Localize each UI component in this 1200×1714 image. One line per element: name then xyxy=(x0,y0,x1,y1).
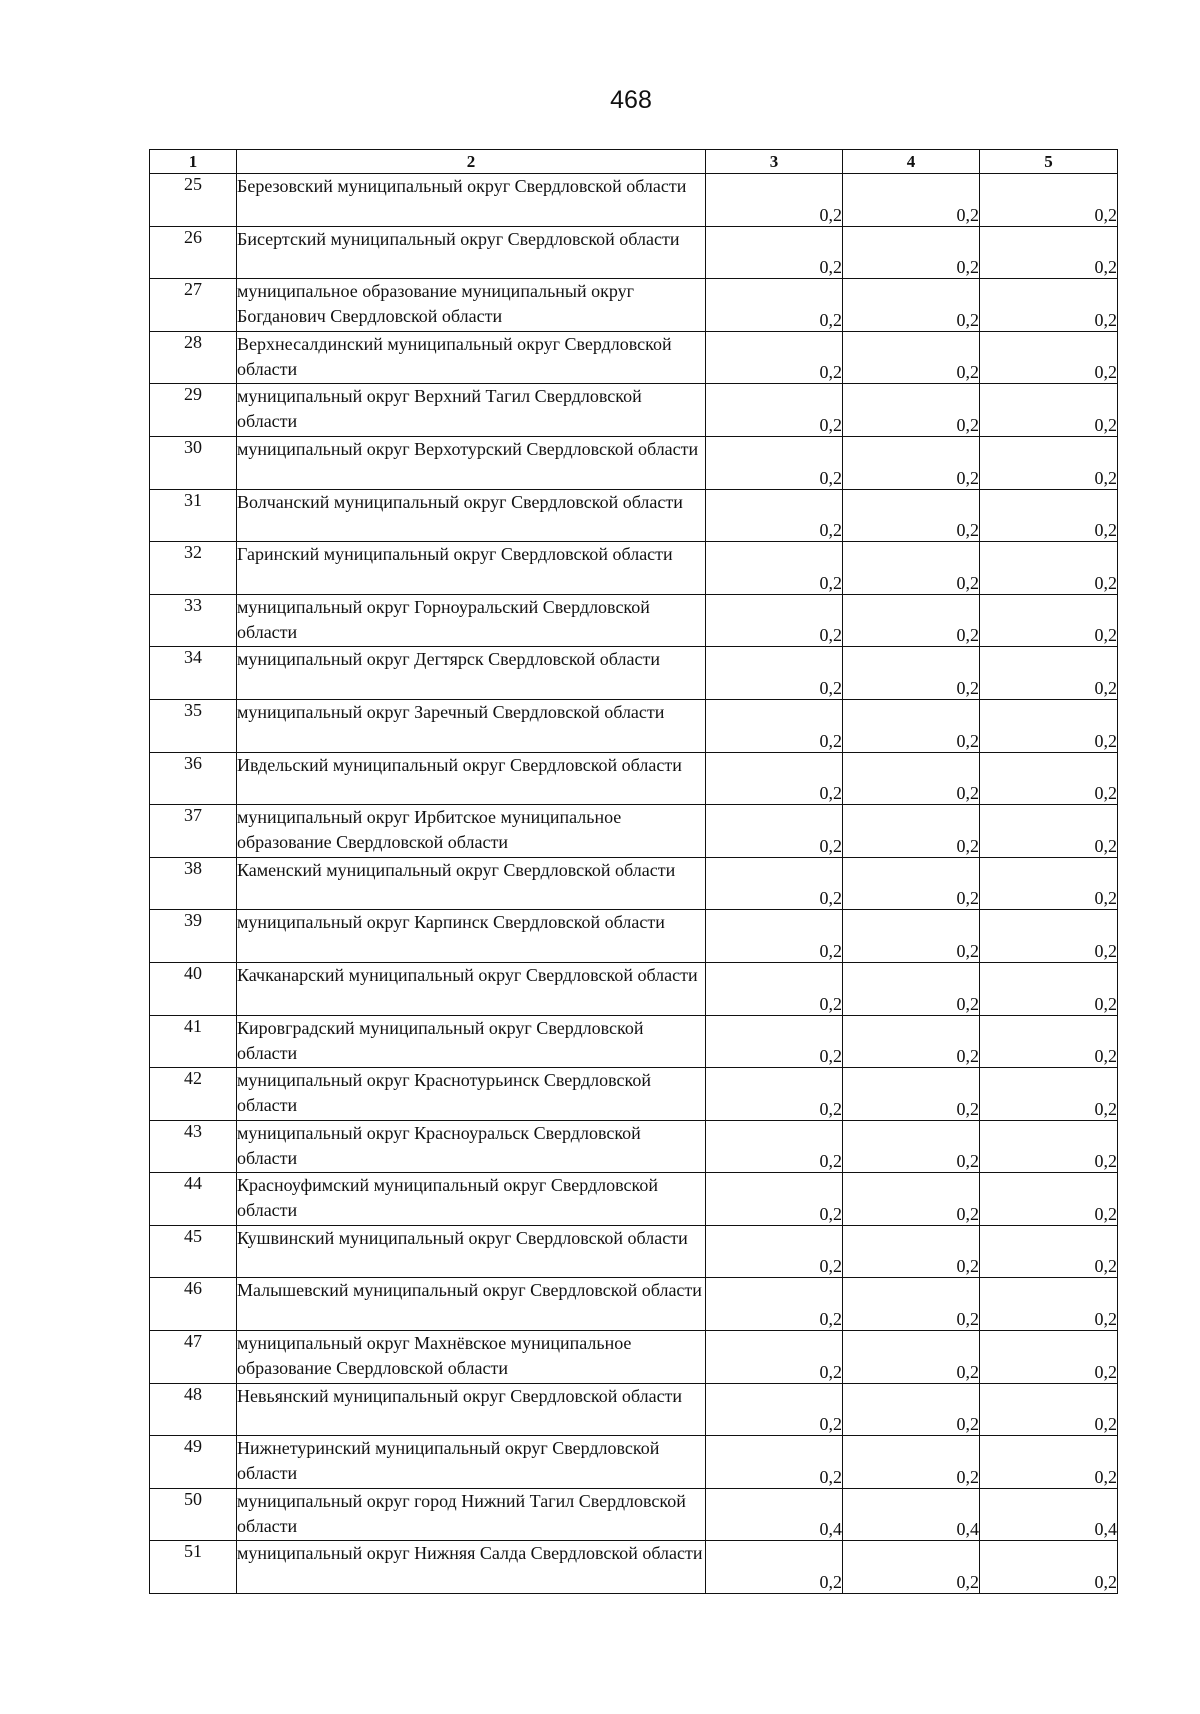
row-number-cell: 28 xyxy=(150,331,237,384)
value-cell-col5: 0,2 xyxy=(980,962,1118,1015)
row-number-cell: 30 xyxy=(150,436,237,489)
row-number-cell: 50 xyxy=(150,1488,237,1541)
value-cell-col4: 0,2 xyxy=(843,910,980,963)
value-cell-col3: 0,2 xyxy=(706,174,843,227)
municipality-name-cell: муниципальный округ город Нижний Тагил Свердловской области xyxy=(237,1488,706,1541)
municipality-name-cell: муниципальный округ Заречный Свердловской области xyxy=(237,699,706,752)
row-number-cell: 46 xyxy=(150,1278,237,1331)
value-cell-col3: 0,2 xyxy=(706,331,843,384)
value-cell-col4: 0,2 xyxy=(843,279,980,332)
value-cell-col4: 0,2 xyxy=(843,1541,980,1594)
header-row xyxy=(150,150,1118,174)
table-row xyxy=(150,384,1118,437)
column-header: 1 xyxy=(150,150,237,174)
table-row xyxy=(150,910,1118,963)
value-cell-col4: 0,2 xyxy=(843,174,980,227)
table-row xyxy=(150,647,1118,700)
municipality-name-cell: Качканарский муниципальный округ Свердловской области xyxy=(237,962,706,1015)
municipality-name-cell: Волчанский муниципальный округ Свердловской области xyxy=(237,489,706,542)
value-cell-col4: 0,2 xyxy=(843,384,980,437)
row-number-cell: 48 xyxy=(150,1383,237,1436)
value-cell-col4: 0,2 xyxy=(843,1173,980,1226)
value-cell-col3: 0,2 xyxy=(706,1541,843,1594)
row-number-cell: 39 xyxy=(150,910,237,963)
table-row xyxy=(150,962,1118,1015)
value-cell-col3: 0,2 xyxy=(706,1436,843,1489)
municipality-name-cell: муниципальный округ Верхний Тагил Свердловской области xyxy=(237,384,706,437)
value-cell-col5: 0,2 xyxy=(980,436,1118,489)
table-row xyxy=(150,1225,1118,1278)
table-row xyxy=(150,1488,1118,1541)
value-cell-col5: 0,2 xyxy=(980,542,1118,595)
row-number-cell: 31 xyxy=(150,489,237,542)
value-cell-col4: 0,2 xyxy=(843,647,980,700)
row-number-cell: 43 xyxy=(150,1120,237,1173)
value-cell-col5: 0,2 xyxy=(980,279,1118,332)
value-cell-col3: 0,2 xyxy=(706,910,843,963)
value-cell-col5: 0,2 xyxy=(980,647,1118,700)
municipality-name-cell: Ивдельский муниципальный округ Свердловской области xyxy=(237,752,706,805)
table-row xyxy=(150,331,1118,384)
column-header: 2 xyxy=(237,150,706,174)
value-cell-col5: 0,2 xyxy=(980,384,1118,437)
municipality-name-cell: Невьянский муниципальный округ Свердловской области xyxy=(237,1383,706,1436)
table-row xyxy=(150,1278,1118,1331)
table-row xyxy=(150,1331,1118,1384)
table-row xyxy=(150,226,1118,279)
municipality-name-cell: Малышевский муниципальный округ Свердловской области xyxy=(237,1278,706,1331)
municipality-name-cell: муниципальный округ Дегтярск Свердловской области xyxy=(237,647,706,700)
row-number-cell: 49 xyxy=(150,1436,237,1489)
value-cell-col4: 0,2 xyxy=(843,542,980,595)
column-header: 5 xyxy=(980,150,1118,174)
table-row xyxy=(150,542,1118,595)
value-cell-col3: 0,2 xyxy=(706,752,843,805)
table-row xyxy=(150,489,1118,542)
row-number-cell: 41 xyxy=(150,1015,237,1068)
row-number-cell: 29 xyxy=(150,384,237,437)
value-cell-col4: 0,2 xyxy=(843,331,980,384)
value-cell-col5: 0,2 xyxy=(980,1225,1118,1278)
value-cell-col4: 0,2 xyxy=(843,1278,980,1331)
value-cell-col5: 0,2 xyxy=(980,699,1118,752)
row-number-cell: 38 xyxy=(150,857,237,910)
value-cell-col4: 0,4 xyxy=(843,1488,980,1541)
value-cell-col4: 0,2 xyxy=(843,436,980,489)
value-cell-col5: 0,2 xyxy=(980,594,1118,647)
value-cell-col5: 0,2 xyxy=(980,752,1118,805)
value-cell-col5: 0,2 xyxy=(980,805,1118,858)
row-number-cell: 35 xyxy=(150,699,237,752)
value-cell-col4: 0,2 xyxy=(843,1383,980,1436)
municipality-name-cell: муниципальный округ Красноуральск Свердловской области xyxy=(237,1120,706,1173)
value-cell-col4: 0,2 xyxy=(843,226,980,279)
table-row xyxy=(150,1015,1118,1068)
value-cell-col5: 0,4 xyxy=(980,1488,1118,1541)
value-cell-col5: 0,2 xyxy=(980,1383,1118,1436)
row-number-cell: 40 xyxy=(150,962,237,1015)
value-cell-col3: 0,2 xyxy=(706,279,843,332)
row-number-cell: 42 xyxy=(150,1068,237,1121)
municipality-name-cell: муниципальный округ Махнёвское муниципальное образование Свердловской области xyxy=(237,1331,706,1384)
row-number-cell: 51 xyxy=(150,1541,237,1594)
table-row xyxy=(150,436,1118,489)
value-cell-col3: 0,2 xyxy=(706,647,843,700)
municipality-name-cell: Кушвинский муниципальный округ Свердловской области xyxy=(237,1225,706,1278)
value-cell-col3: 0,2 xyxy=(706,1278,843,1331)
municipality-name-cell: муниципальный округ Краснотурьинск Свердловской области xyxy=(237,1068,706,1121)
page-number: 468 xyxy=(610,86,652,114)
municipality-name-cell: Березовский муниципальный округ Свердловской области xyxy=(237,174,706,227)
row-number-cell: 44 xyxy=(150,1173,237,1226)
value-cell-col5: 0,2 xyxy=(980,1331,1118,1384)
value-cell-col5: 0,2 xyxy=(980,910,1118,963)
table-row xyxy=(150,594,1118,647)
value-cell-col3: 0,2 xyxy=(706,1331,843,1384)
value-cell-col3: 0,2 xyxy=(706,962,843,1015)
value-cell-col4: 0,2 xyxy=(843,752,980,805)
municipality-name-cell: Бисертский муниципальный округ Свердловской области xyxy=(237,226,706,279)
row-number-cell: 45 xyxy=(150,1225,237,1278)
value-cell-col5: 0,2 xyxy=(980,857,1118,910)
value-cell-col3: 0,2 xyxy=(706,542,843,595)
value-cell-col3: 0,2 xyxy=(706,1120,843,1173)
value-cell-col3: 0,2 xyxy=(706,805,843,858)
value-cell-col4: 0,2 xyxy=(843,699,980,752)
municipality-name-cell: Нижнетуринский муниципальный округ Свердловской области xyxy=(237,1436,706,1489)
table-row xyxy=(150,174,1118,227)
row-number-cell: 33 xyxy=(150,594,237,647)
row-number-cell: 34 xyxy=(150,647,237,700)
value-cell-col4: 0,2 xyxy=(843,594,980,647)
value-cell-col5: 0,2 xyxy=(980,1278,1118,1331)
table-row xyxy=(150,857,1118,910)
value-cell-col4: 0,2 xyxy=(843,962,980,1015)
municipality-name-cell: Верхнесалдинский муниципальный округ Свердловской области xyxy=(237,331,706,384)
table-row xyxy=(150,1173,1118,1226)
value-cell-col3: 0,4 xyxy=(706,1488,843,1541)
value-cell-col5: 0,2 xyxy=(980,1541,1118,1594)
row-number-cell: 25 xyxy=(150,174,237,227)
value-cell-col5: 0,2 xyxy=(980,1015,1118,1068)
value-cell-col4: 0,2 xyxy=(843,489,980,542)
value-cell-col4: 0,2 xyxy=(843,1331,980,1384)
value-cell-col3: 0,2 xyxy=(706,857,843,910)
value-cell-col3: 0,2 xyxy=(706,594,843,647)
municipality-name-cell: муниципальный округ Карпинск Свердловской области xyxy=(237,910,706,963)
value-cell-col3: 0,2 xyxy=(706,489,843,542)
value-cell-col3: 0,2 xyxy=(706,1015,843,1068)
table-row xyxy=(150,805,1118,858)
table-body xyxy=(150,174,1118,1594)
allocation-table xyxy=(149,149,1118,1594)
table-row xyxy=(150,1541,1118,1594)
value-cell-col3: 0,2 xyxy=(706,384,843,437)
municipality-name-cell: муниципальный округ Верхотурский Свердловской области xyxy=(237,436,706,489)
municipality-name-cell: муниципальный округ Ирбитское муниципальное образование Свердловской области xyxy=(237,805,706,858)
municipality-name-cell: муниципальный округ Нижняя Салда Свердловской области xyxy=(237,1541,706,1594)
row-number-cell: 47 xyxy=(150,1331,237,1384)
column-header: 4 xyxy=(843,150,980,174)
value-cell-col5: 0,2 xyxy=(980,1068,1118,1121)
value-cell-col3: 0,2 xyxy=(706,1173,843,1226)
table-row xyxy=(150,752,1118,805)
row-number-cell: 36 xyxy=(150,752,237,805)
value-cell-col3: 0,2 xyxy=(706,699,843,752)
table-row xyxy=(150,1383,1118,1436)
value-cell-col5: 0,2 xyxy=(980,174,1118,227)
table-row xyxy=(150,1068,1118,1121)
row-number-cell: 27 xyxy=(150,279,237,332)
value-cell-col3: 0,2 xyxy=(706,1068,843,1121)
value-cell-col3: 0,2 xyxy=(706,226,843,279)
row-number-cell: 26 xyxy=(150,226,237,279)
value-cell-col4: 0,2 xyxy=(843,1120,980,1173)
municipality-name-cell: Красноуфимский муниципальный округ Свердловской области xyxy=(237,1173,706,1226)
row-number-cell: 37 xyxy=(150,805,237,858)
value-cell-col3: 0,2 xyxy=(706,1225,843,1278)
value-cell-col4: 0,2 xyxy=(843,805,980,858)
value-cell-col4: 0,2 xyxy=(843,1225,980,1278)
value-cell-col4: 0,2 xyxy=(843,857,980,910)
value-cell-col3: 0,2 xyxy=(706,436,843,489)
value-cell-col5: 0,2 xyxy=(980,331,1118,384)
row-number-cell: 32 xyxy=(150,542,237,595)
value-cell-col5: 0,2 xyxy=(980,489,1118,542)
value-cell-col4: 0,2 xyxy=(843,1436,980,1489)
table-row xyxy=(150,1120,1118,1173)
value-cell-col5: 0,2 xyxy=(980,226,1118,279)
municipality-name-cell: Каменский муниципальный округ Свердловской области xyxy=(237,857,706,910)
column-header: 3 xyxy=(706,150,843,174)
value-cell-col4: 0,2 xyxy=(843,1015,980,1068)
municipality-name-cell: Гаринский муниципальный округ Свердловской области xyxy=(237,542,706,595)
municipality-name-cell: муниципальный округ Горноуральский Свердловской области xyxy=(237,594,706,647)
table-row xyxy=(150,699,1118,752)
table-row xyxy=(150,1436,1118,1489)
table-row xyxy=(150,279,1118,332)
municipality-name-cell: муниципальное образование муниципальный округ Богданович Свердловской области xyxy=(237,279,706,332)
value-cell-col3: 0,2 xyxy=(706,1383,843,1436)
value-cell-col5: 0,2 xyxy=(980,1120,1118,1173)
municipality-name-cell: Кировградский муниципальный округ Свердловской области xyxy=(237,1015,706,1068)
value-cell-col5: 0,2 xyxy=(980,1173,1118,1226)
value-cell-col5: 0,2 xyxy=(980,1436,1118,1489)
value-cell-col4: 0,2 xyxy=(843,1068,980,1121)
